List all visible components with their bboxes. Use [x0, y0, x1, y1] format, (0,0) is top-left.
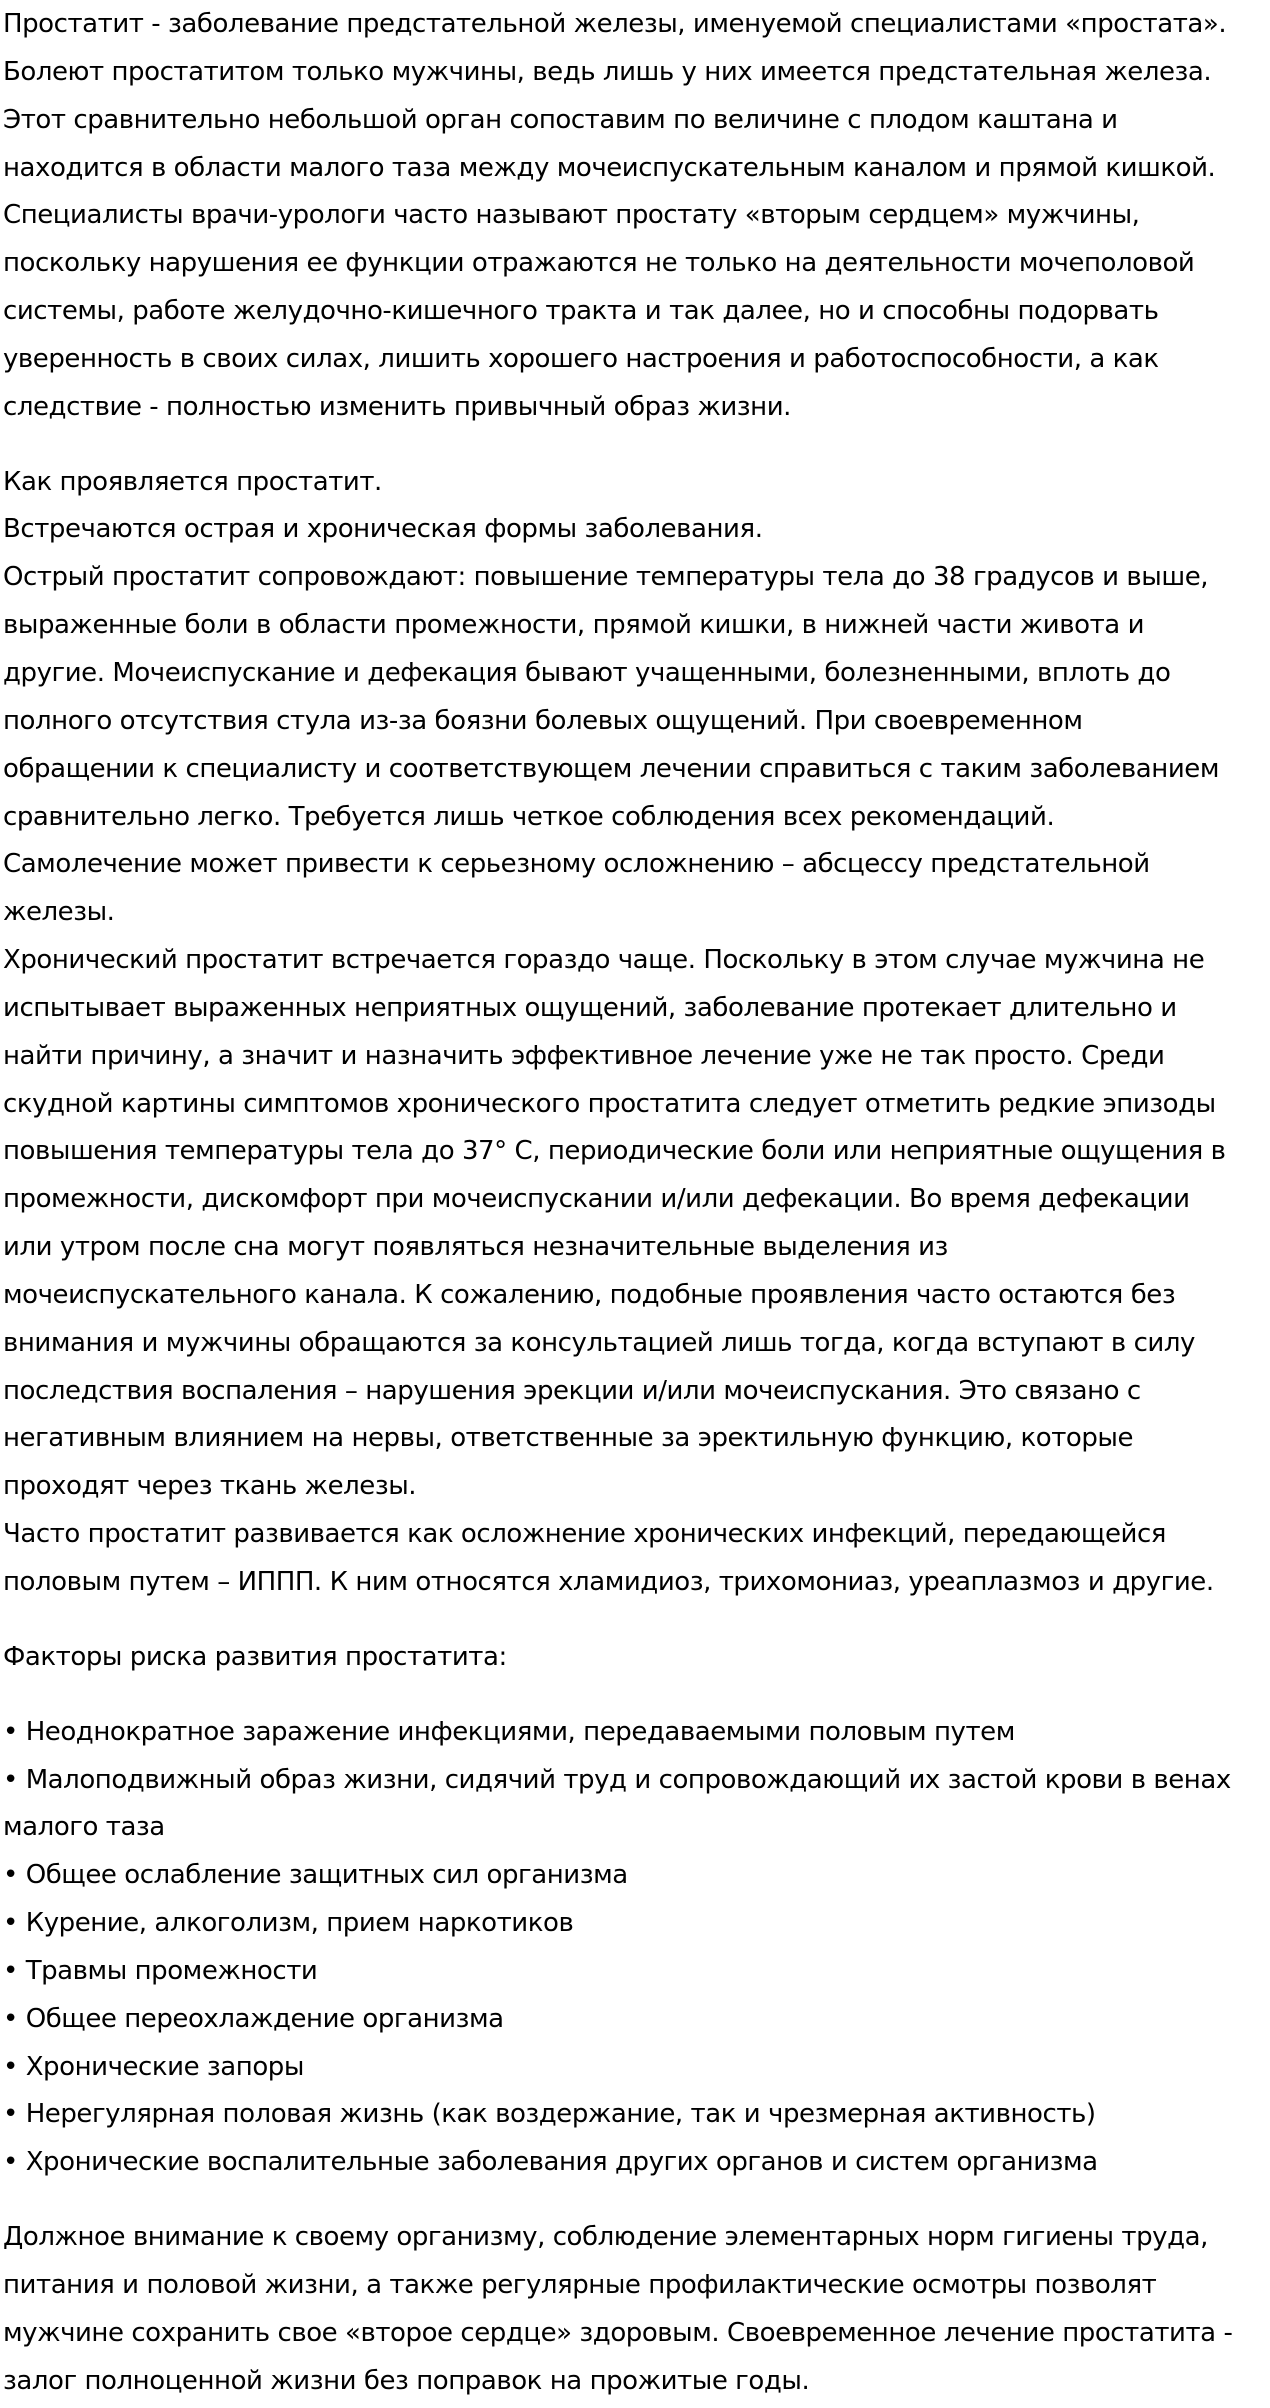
text-line: Хронический простатит встречается гораздо чаще. Поскольку в этом случае мужчина не: [3, 945, 1205, 976]
text-line: • Курение, алкоголизм, прием наркотиков: [3, 1908, 574, 1939]
text-line: испытывает выраженных неприятных ощущений, заболевание протекает длительно и: [3, 992, 1177, 1023]
text-line: или утром после сна могут появляться незначительные выделения из: [3, 1232, 948, 1263]
risk-factors-list: [3, 1709, 1266, 2187]
text-line: Как проявляется простатит.: [3, 466, 382, 497]
manifestation-section: [3, 459, 1266, 1607]
text-line: обращении к специалисту и соответствующем лечении справиться с таким заболеванием: [3, 753, 1219, 784]
risk-factors-heading: [3, 1634, 1266, 1682]
text-line: • Неоднократное заражение инфекциями, передаваемыми половым путем: [3, 1716, 1015, 1747]
text-line: половым путем – ИППП. К ним относятся хламидиоз, трихомониаз, уреаплазмоз и другие.: [3, 1567, 1214, 1597]
text-line: промежности, дискомфорт при мочеиспускании и/или дефекации. Во время дефекации: [3, 1184, 1190, 1215]
text-line: Самолечение может привести к серьезному осложнению – абсцессу предстательной: [3, 849, 1150, 880]
text-line: поскольку нарушения ее функции отражаются не только на деятельности мочеполовой: [3, 248, 1195, 279]
text-line: Часто простатит развивается как осложнение хронических инфекций, передающейся: [3, 1519, 1167, 1550]
text-line: выраженные боли в области промежности, прямой кишки, в нижней части живота и: [3, 610, 1145, 641]
text-line: найти причину, а значит и назначить эффективное лечение уже не так просто. Среди: [3, 1040, 1165, 1071]
text-line: полного отсутствия стула из-за боязни болевых ощущений. При своевременном: [3, 705, 1083, 736]
text-line: • Малоподвижный образ жизни, сидячий труд и сопровождающий их застой крови в венах: [3, 1764, 1231, 1795]
text-line: находится в области малого таза между мочеиспускательным каналом и прямой кишкой.: [3, 152, 1216, 183]
text-line: • Общее ослабление защитных сил организма: [3, 1860, 628, 1891]
text-line: Этот сравнительно небольшой орган сопоставим по величине с плодом каштана и: [3, 104, 1118, 135]
text-line: мочеиспускательного канала. К сожалению, подобные проявления часто остаются без: [3, 1279, 1176, 1310]
text-line: • Нерегулярная половая жизнь (как воздержание, так и чрезмерная активность): [3, 2099, 1096, 2130]
text-line: малого таза: [3, 1812, 165, 1843]
text-line: • Хронические воспалительные заболевания других органов и систем организма: [3, 2147, 1098, 2178]
text-line: залог полноценной жизни без поправок на прожитые годы.: [3, 2365, 810, 2396]
text-line: Специалисты врачи-урологи часто называют простату «вторым сердцем» мужчины,: [3, 200, 1140, 231]
text-line: внимания и мужчины обращаются за консультацией лишь тогда, когда вступают в силу: [3, 1327, 1195, 1358]
text-line: • Хронические запоры: [3, 2051, 304, 2082]
text-line: Факторы риска развития простатита:: [3, 1641, 507, 1672]
text-line: уверенность в своих силах, лишить хорошего настроения и работоспособности, а как: [3, 343, 1159, 374]
intro-paragraph: [3, 1, 1266, 432]
text-line: Болеют простатитом только мужчины, ведь лишь у них имеется предстательная железа.: [3, 56, 1212, 87]
text-line: Должное внимание к своему организму, соблюдение элементарных норм гигиены труда,: [3, 2222, 1208, 2253]
text-line: Острый простатит сопровождают: повышение температуры тела до 38 градусов и выше,: [3, 562, 1209, 593]
text-line: железы.: [3, 897, 115, 928]
text-line: скудной картины симптомов хронического простатита следует отметить редкие эпизоды: [3, 1088, 1216, 1119]
text-line: негативным влиянием на нервы, ответственные за эректильную функцию, которые: [3, 1423, 1134, 1454]
conclusion-paragraph: [3, 2214, 1266, 2405]
text-line: Встречаются острая и хроническая формы заболевания.: [3, 514, 763, 545]
text-line: • Общее переохлаждение организма: [3, 2003, 504, 2034]
text-line: питания и половой жизни, а также регулярные профилактические осмотры позволят: [3, 2269, 1157, 2300]
text-line: мужчине сохранить свое «второе сердце» здоровым. Своевременное лечение простатита -: [3, 2317, 1233, 2348]
text-line: системы, работе желудочно-кишечного тракта и так далее, но и способны подорвать: [3, 296, 1159, 327]
text-line: Простатит - заболевание предстательной железы, именуемой специалистами «простата».: [3, 9, 1227, 39]
text-line: повышения температуры тела до 37° С, периодические боли или неприятные ощущения в: [3, 1136, 1226, 1167]
text-line: проходят через ткань железы.: [3, 1471, 417, 1502]
text-line: • Травмы промежности: [3, 1955, 318, 1986]
text-line: следствие - полностью изменить привычный образ жизни.: [3, 391, 791, 422]
text-line: другие. Мочеиспускание и дефекация бывают учащенными, болезненными, вплоть до: [3, 657, 1171, 688]
text-line: последствия воспаления – нарушения эрекции и/или мочеиспускания. Это связано с: [3, 1375, 1141, 1406]
text-line: сравнительно легко. Требуется лишь четкое соблюдения всех рекомендаций.: [3, 801, 1055, 832]
